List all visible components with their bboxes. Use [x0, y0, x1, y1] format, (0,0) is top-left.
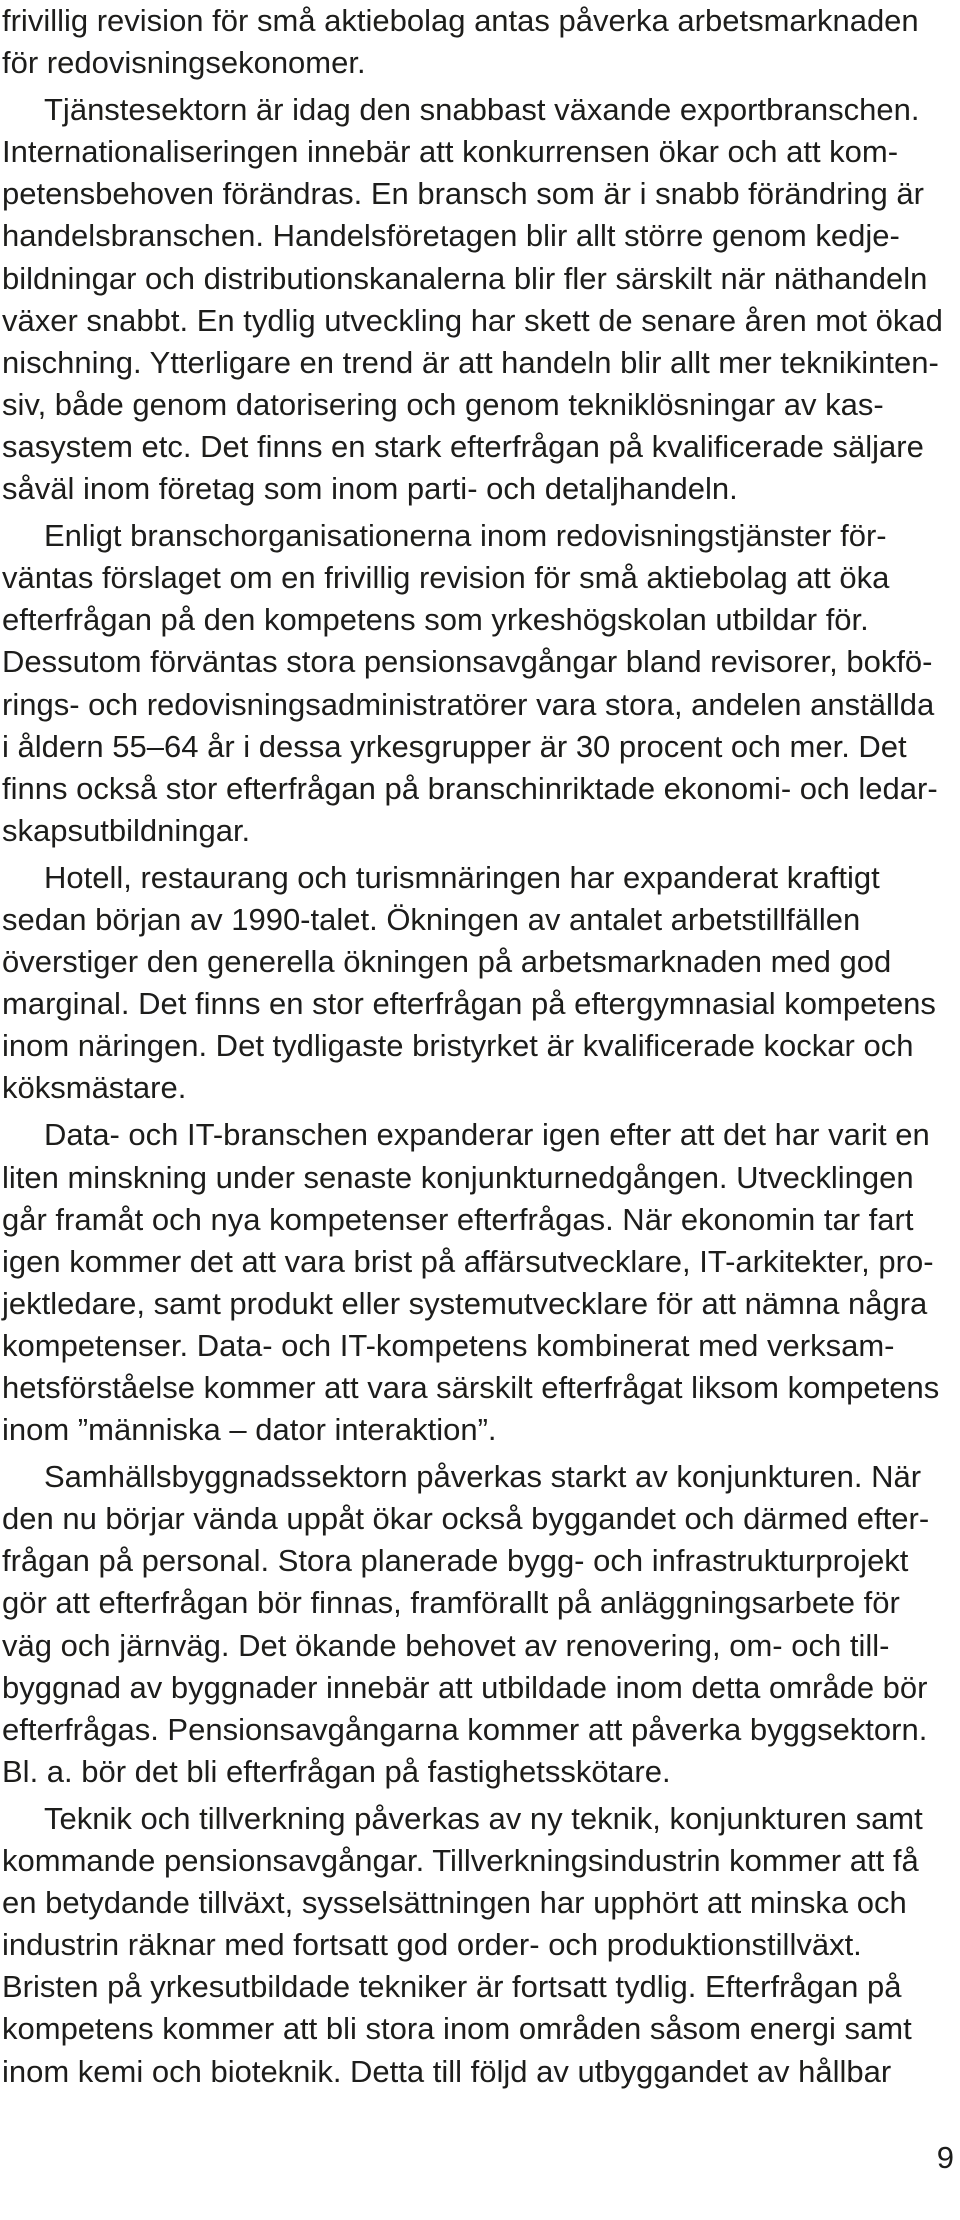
paragraph — [2, 515, 958, 852]
text-line: Bl. a. bör det bli efterfrågan på fastighetsskötare. — [2, 1753, 671, 1789]
text-line: en betydande tillväxt, sysselsättningen har upphört att minska och — [2, 1885, 907, 1921]
text-line: köksmästare. — [2, 1070, 187, 1106]
text-line: såväl inom företag som inom parti- och detaljhandeln. — [2, 471, 738, 507]
text-line: siv, både genom datorisering och genom tekniklösningar av kas- — [2, 386, 884, 422]
text-line: efterfrågan på den kompetens som yrkeshögskolan utbildar för. — [2, 602, 869, 638]
paragraph — [2, 1114, 958, 1451]
text-line: handelsbranschen. Handelsföretagen blir allt större genom kedje- — [2, 218, 900, 254]
text-line: Teknik och tillverkning påverkas av ny teknik, konjunkturen samt — [44, 1800, 923, 1836]
text-line: Samhällsbyggnadssektorn påverkas starkt av konjunkturen. När — [44, 1459, 922, 1495]
text-line: Enligt branschorganisationerna inom redovisningstjänster för- — [44, 518, 887, 554]
text-line: växer snabbt. En tydlig utveckling har skett de senare åren mot ökad — [2, 302, 943, 338]
text-line: skapsutbildningar. — [2, 812, 251, 848]
text-line: efterfrågas. Pensionsavgångarna kommer att påverka byggsektorn. — [2, 1711, 928, 1747]
text-line: marginal. Det finns en stor efterfrågan på eftergymnasial kompetens — [2, 986, 936, 1022]
text-line: Tjänstesektorn är idag den snabbast växande exportbranschen. — [44, 92, 920, 128]
text-line: överstiger den generella ökningen på arbetsmarknaden med god — [2, 944, 892, 980]
text-line: Internationaliseringen innebär att konkurrensen ökar och att kom- — [2, 134, 899, 170]
text-line: nischning. Ytterligare en trend är att handeln blir allt mer teknikinten- — [2, 344, 939, 380]
text-line: sasystem etc. Det finns en stark efterfrågan på kvalificerade säljare — [2, 428, 924, 464]
text-line: liten minskning under senaste konjunkturnedgången. Utvecklingen — [2, 1159, 914, 1195]
paragraph — [2, 1456, 958, 1793]
text-line: kompetens kommer att bli stora inom områden såsom energi samt — [2, 2011, 912, 2047]
text-line: kommande pensionsavgångar. Tillverkningsindustrin kommer att få — [2, 1843, 919, 1879]
paragraph — [2, 857, 958, 1110]
text-line: inom kemi och bioteknik. Detta till följd av utbyggandet av hållbar — [2, 2053, 892, 2089]
text-line: går framåt och nya kompetenser efterfrågas. När ekonomin tar fart — [2, 1201, 914, 1237]
text-line: gör att efterfrågan bör finnas, framförallt på anläggningsarbete för — [2, 1585, 900, 1621]
text-line: i åldern 55–64 år i dessa yrkesgrupper är 30 procent och mer. Det — [2, 728, 907, 764]
text-line: inom ”människa – dator interaktion”. — [2, 1412, 497, 1448]
text-line: hetsförståelse kommer att vara särskilt efterfrågat liksom kompetens — [2, 1370, 940, 1405]
text-line: petensbehoven förändras. En bransch som är i snabb förändring är — [2, 176, 924, 212]
text-line: Bristen på yrkesutbildade tekniker är fortsatt tydlig. Efterfrågan på — [2, 1969, 902, 2005]
text-line: Hotell, restaurang och turismnäringen har expanderat kraftigt — [44, 859, 880, 895]
text-line: väg och järnväg. Det ökande behovet av renovering, om- och till- — [2, 1627, 890, 1663]
text-line: finns också stor efterfrågan på branschinriktade ekonomi- och ledar- — [2, 770, 938, 806]
paragraph — [2, 89, 958, 510]
text-line: kompetenser. Data- och IT-kompetens kombinerat med verksam- — [2, 1327, 895, 1363]
body-text — [2, 0, 958, 2093]
page-number: 9 — [936, 2140, 954, 2175]
text-line: rings- och redovisningsadministratörer vara stora, andelen anställda — [2, 686, 935, 722]
text-line: igen kommer det att vara brist på affärsutvecklare, IT-arkitekter, pro- — [2, 1243, 934, 1279]
paragraph — [2, 0, 958, 84]
text-line: den nu börjar vända uppåt ökar också byggandet och därmed efter- — [2, 1501, 930, 1537]
text-line: Dessutom förväntas stora pensionsavgångar bland revisorer, bokfö- — [2, 644, 933, 680]
text-line: sedan början av 1990-talet. Ökningen av antalet arbetstillfällen — [2, 901, 861, 937]
text-line: Data- och IT-branschen expanderar igen efter att det har varit en — [44, 1117, 930, 1153]
text-line: frågan på personal. Stora planerade bygg- och infrastrukturprojekt — [2, 1543, 909, 1579]
text-line: frivillig revision för små aktiebolag antas påverka arbetsmarknaden — [2, 3, 919, 38]
text-line: väntas förslaget om en frivillig revision för små aktiebolag att öka — [2, 560, 890, 596]
paragraph — [2, 1798, 958, 2093]
text-line: inom näringen. Det tydligaste bristyrket är kvalificerade kockar och — [2, 1028, 914, 1064]
text-line: industrin räknar med fortsatt god order- och produktionstillväxt. — [2, 1927, 862, 1963]
text-line: byggnad av byggnader innebär att utbildade inom detta område bör — [2, 1669, 928, 1705]
text-line: jektledare, samt produkt eller systemutvecklare för att nämna några — [2, 1285, 928, 1321]
text-line: bildningar och distributionskanalerna blir fler särskilt när näthandeln — [2, 260, 928, 296]
text-line: för redovisningsekonomer. — [2, 45, 366, 81]
